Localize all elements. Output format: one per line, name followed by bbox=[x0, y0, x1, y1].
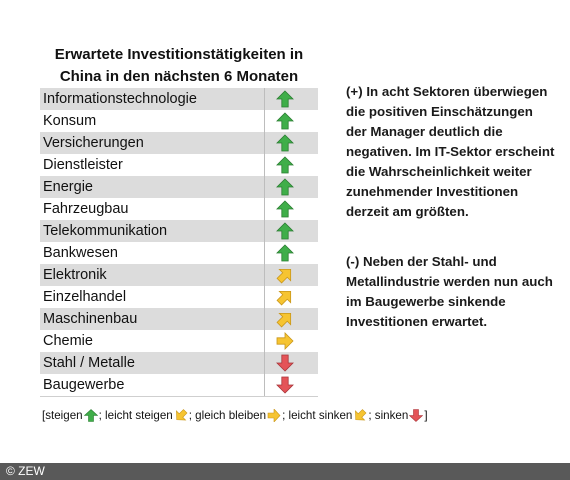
table-title bbox=[40, 44, 318, 88]
legend-sep-1: ; leicht steigen bbox=[98, 409, 173, 422]
sector-label: Dienstleister bbox=[43, 157, 123, 173]
legend bbox=[42, 409, 428, 422]
title-line-1: Erwartete Investitionstätigkeiten in bbox=[54, 46, 304, 63]
table-row bbox=[40, 154, 318, 176]
table-row bbox=[40, 132, 318, 154]
arrow-up-icon bbox=[274, 178, 296, 196]
table-row bbox=[40, 374, 318, 396]
arrow-right-icon bbox=[267, 409, 281, 422]
sector-label: Einzelhandel bbox=[43, 289, 127, 305]
legend-sep-3: ; leicht sinken bbox=[282, 409, 353, 422]
sector-table bbox=[40, 88, 318, 396]
title-line-2: China in den nächsten 6 Monaten bbox=[59, 68, 299, 85]
table-column-divider bbox=[264, 88, 265, 396]
arrow-up-right-icon bbox=[274, 310, 296, 328]
sector-label: Chemie bbox=[43, 333, 93, 349]
arrow-up-icon bbox=[274, 200, 296, 218]
footer-copyright: © ZEW bbox=[0, 463, 570, 480]
arrow-up-icon bbox=[84, 409, 98, 422]
sector-label: Elektronik bbox=[43, 267, 107, 283]
sector-label: Baugewerbe bbox=[43, 377, 125, 393]
arrow-up-icon bbox=[274, 156, 296, 174]
arrow-up-icon bbox=[274, 112, 296, 130]
sector-label: Energie bbox=[43, 179, 93, 195]
legend-sep-2: ; gleich bleiben bbox=[188, 409, 267, 422]
arrow-up-icon bbox=[274, 134, 296, 152]
legend-sep-4: ; sinken bbox=[368, 409, 409, 422]
table-row bbox=[40, 242, 318, 264]
table-row bbox=[40, 220, 318, 242]
legend-close: ] bbox=[424, 409, 428, 422]
table-row bbox=[40, 264, 318, 286]
table-row bbox=[40, 286, 318, 308]
sector-label: Informationstechnologie bbox=[43, 91, 197, 107]
arrow-down-icon bbox=[409, 409, 423, 422]
table-row bbox=[40, 110, 318, 132]
table-row bbox=[40, 88, 318, 110]
arrow-up-right-icon bbox=[274, 266, 296, 284]
sector-label: Stahl / Metalle bbox=[43, 355, 135, 371]
arrow-down-left-icon-2 bbox=[353, 409, 367, 422]
arrow-up-icon bbox=[274, 244, 296, 262]
table-row bbox=[40, 330, 318, 352]
arrow-down-icon bbox=[274, 376, 296, 394]
commentary-negative: (-) Neben der Stahl- und Metallindustrie werden nun auch im Baugewerbe sinkende Investitionen erwartet. bbox=[346, 254, 553, 329]
table-row bbox=[40, 308, 318, 330]
arrow-up-icon bbox=[274, 90, 296, 108]
sector-label: Konsum bbox=[43, 113, 97, 129]
sector-label: Maschinenbau bbox=[43, 311, 138, 327]
table-row bbox=[40, 176, 318, 198]
arrow-up-icon bbox=[274, 222, 296, 240]
legend-open: [steigen bbox=[42, 409, 83, 422]
sector-label: Telekommunikation bbox=[43, 223, 168, 239]
table-row bbox=[40, 352, 318, 374]
sector-label: Versicherungen bbox=[43, 135, 144, 151]
arrow-up-right-icon bbox=[274, 288, 296, 306]
commentary-positive: (+) In acht Sektoren überwiegen die positiven Einschätzungen der Manager deutlich die negativen. Im IT-Sektor erscheint die Wahrscheinlichkeit weiter zunehmender Investitionen derzeit am größten. bbox=[346, 84, 555, 219]
arrow-down-left-icon bbox=[174, 409, 188, 422]
sector-label: Bankwesen bbox=[43, 245, 118, 261]
table-row bbox=[40, 198, 318, 220]
arrow-right-icon bbox=[274, 332, 296, 350]
arrow-down-icon bbox=[274, 354, 296, 372]
sector-label: Fahrzeugbau bbox=[43, 201, 129, 217]
